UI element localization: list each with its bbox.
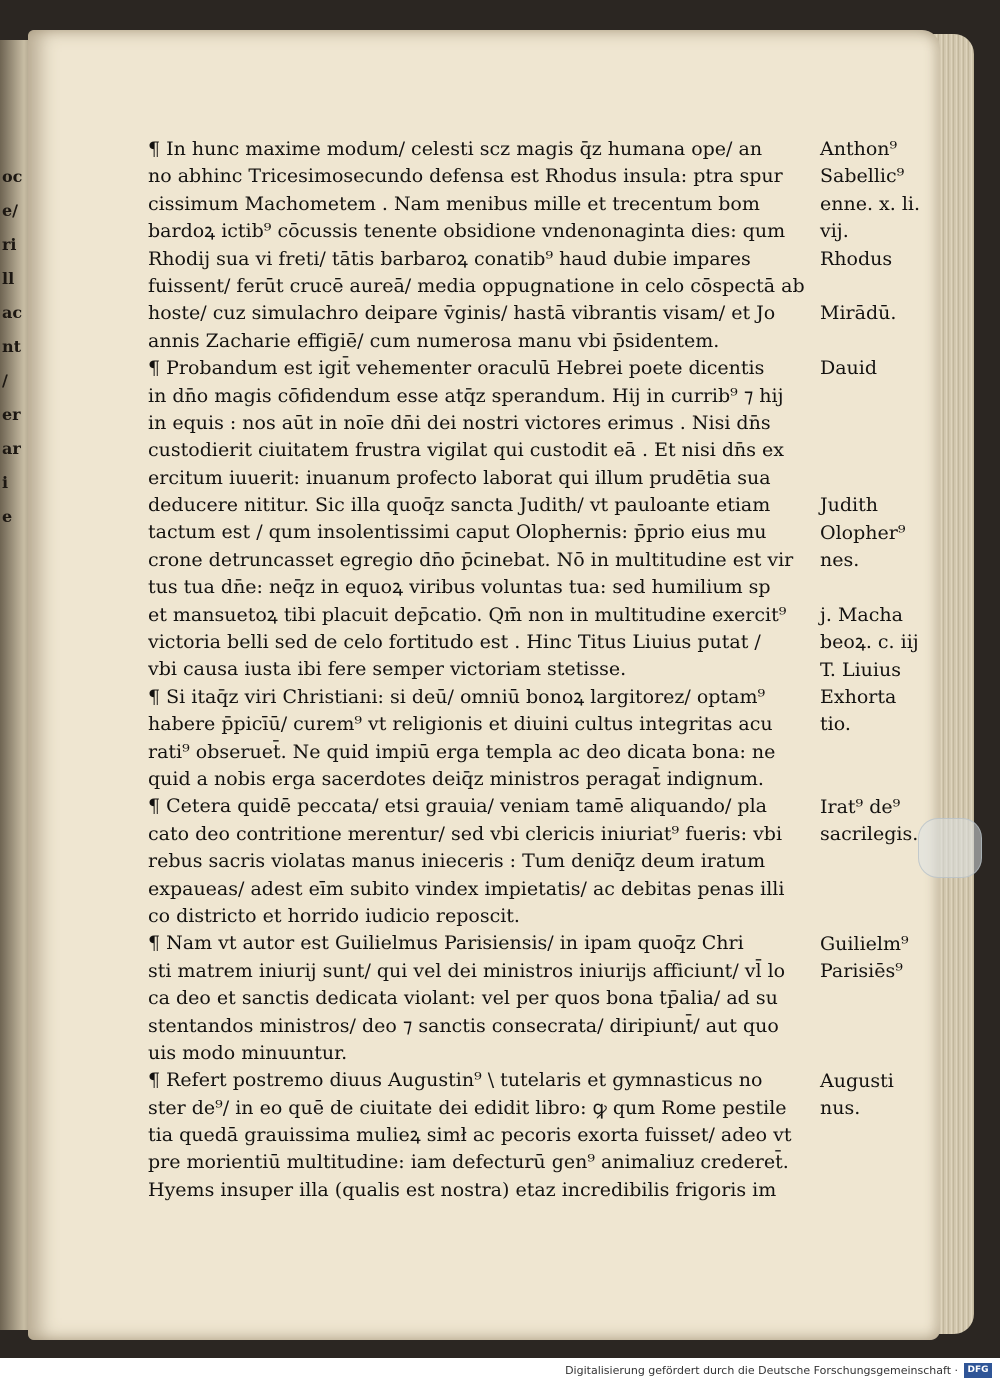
text-line: ¶ Refert postremo diuus Augustin⁹ \ tutelaris et gymnasticus no — [148, 1069, 763, 1092]
text-line: ¶ Cetera quidē peccata/ etsi grauia/ veniam tamē aliquando/ pla — [148, 795, 767, 818]
dfg-logo: DFG — [964, 1363, 992, 1378]
margin-note: Parisiēs⁹ — [820, 960, 903, 982]
left-page-fragment: e/ — [2, 201, 19, 220]
funding-credit: Digitalisierung gefördert durch die Deutsche Forschungsgemeinschaft · — [565, 1364, 958, 1377]
text-line: in equis : nos aūt in noīe dn̄i dei nostri victores erimus . Nisi dn̄s — [148, 411, 771, 434]
margin-note: j. Macha — [820, 603, 903, 626]
left-page-fragment: ar — [2, 439, 21, 458]
margin-note: Exhorta — [820, 686, 897, 708]
margin-note: beoꝝ. c. iij — [820, 631, 919, 654]
text-line: victoria belli sed de celo fortitudo est . Hinc Titus Liuius putat / — [148, 631, 761, 654]
text-line: tactum est / qum insolentissimi caput Olophernis: p̄prio eius mu — [148, 521, 767, 544]
left-page-fragment: nt — [2, 337, 22, 356]
text-line: pre morientiū multitudine: iam defecturū gen⁹ animaliuz crederet̄. — [148, 1151, 789, 1174]
margin-note: nus. — [820, 1097, 861, 1119]
margin-note: Guilielm⁹ — [820, 932, 909, 955]
margin-note: T. Liuius — [820, 658, 901, 681]
left-page-fragment: oc — [2, 167, 23, 186]
text-line: uis modo minuuntur. — [148, 1041, 348, 1064]
text-line: rebus sacris violatas manus inieceris : Tum deniq̄z deum iratum — [148, 850, 766, 873]
left-page-fragment: ri — [2, 235, 17, 254]
text-line: quid a nobis erga sacerdotes deiq̄z ministros peragat̄ indignum. — [148, 767, 764, 790]
text-line: Rhodij sua vi freti/ tātis barbaroꝝ conatib⁹ haud dubie impares — [148, 247, 751, 270]
margin-note: Augusti — [820, 1069, 894, 1092]
text-line: cato deo contritione merentur/ sed vbi clericis iniuriat⁹ fueris: vbi — [148, 822, 783, 845]
text-line: no abhinc Tricesimosecundo defensa est Rhodus insula: ptra spur — [148, 165, 783, 188]
text-line: ¶ In hunc maxime modum/ celesti scz magis q̄z humana ope/ an — [148, 138, 763, 160]
text-line: annis Zacharie effigiē/ cum numerosa manu vbi p̄sidentem. — [148, 329, 720, 352]
margin-note: Sabellic⁹ — [820, 165, 905, 188]
text-line: tus tua dn̄e: neq̄z in equoꝝ viribus voluntas tua: sed humilium sp — [148, 576, 771, 599]
text-line: expaueas/ adest eīm subito vindex impietatis/ ac debitas penas illi — [148, 877, 785, 900]
margin-note: nes. — [820, 549, 860, 571]
margin-note: Dauid — [820, 357, 878, 380]
text-line: in dn̄o magis cōfidendum esse atq̄z sperandum. Hij in currib⁹ ⁊ hij — [148, 384, 784, 407]
left-page-fragment: ll — [2, 269, 15, 288]
left-page-fragment: i — [2, 473, 9, 492]
text-line: rati⁹ obseruet̄. Ne quid impiū erga templa ac deo dicata bona: ne — [148, 740, 776, 763]
footer-bar — [0, 1358, 1000, 1384]
text-line: ¶ Nam vt autor est Guilielmus Parisiensis/ in ipam quoq̄z Chri — [148, 932, 744, 955]
left-page-fragment: ac — [2, 303, 23, 322]
left-page-fragment: e — [2, 507, 13, 526]
text-line: fuissent/ ferūt crucē aureā/ media oppugnatione in celo cōspectā ab — [148, 274, 805, 297]
text-line: bardoꝝ ictib⁹ cōcussis tenente obsidione vndenonaginta dies: qum — [148, 220, 786, 243]
main-text-block — [148, 136, 813, 1204]
text-line: stentandos ministros/ deo ⁊ sanctis consecrata/ diripiunt̄/ aut quo — [148, 1014, 779, 1037]
margin-note: enne. x. li. — [820, 192, 921, 215]
margin-note: tio. — [820, 713, 851, 736]
margin-note: Olopher⁹ — [820, 521, 906, 544]
margin-note: Judith — [820, 494, 878, 517]
margin-note: Mirādū. — [820, 302, 897, 325]
text-line: habere p̄picīū/ curem⁹ vt religionis et diuini cultus integritas acu — [148, 713, 773, 736]
margin-note: Rhodus — [820, 247, 893, 270]
text-line: deducere nititur. Sic illa quoq̄z sancta Judith/ vt pauloante etiam — [148, 494, 771, 517]
text-line: ¶ Probandum est igit̄ vehementer oraculū Hebrei poete dicentis — [148, 357, 765, 380]
margin-note: sacrilegis. — [820, 823, 919, 845]
text-line: et mansuetoꝝ tibi placuit dep̄catio. Qm̄ non in multitudine exercit⁹ — [148, 603, 787, 626]
text-line: crone detruncasset egregio dn̄o p̄cinebat. Nō in multitudine est vir — [148, 548, 794, 571]
text-line: hoste/ cuz simulachro deipare v̄ginis/ hastā vibrantis visam/ et Jo — [148, 302, 776, 325]
text-line: ca deo et sanctis dedicata violant: vel per quos bona tp̄alia/ ad su — [148, 987, 778, 1010]
text-line: co districto et horrido iudicio reposcit. — [148, 904, 520, 927]
page-clip — [918, 818, 982, 878]
text-line: sti matrem iniurij sunt/ qui vel dei ministros iniurijs afficiunt/ vl̄ lo — [148, 959, 786, 982]
margin-note: vij. — [820, 220, 849, 243]
left-page-fragment: er — [2, 405, 21, 424]
text-line: vbi causa iusta ibi fere semper victoriam stetisse. — [148, 658, 627, 681]
text-line: custodierit ciuitatem frustra vigilat qui custodit eā . Et nisi dn̄s ex — [148, 439, 784, 462]
text-line: tia quedā grauissima mulieꝝ simł ac pecoris exorta fuisset/ adeo vt — [148, 1124, 792, 1147]
margin-note: Irat⁹ de⁹ — [820, 795, 901, 818]
text-line: cissimum Machometem . Nam menibus mille et trecentum bom — [148, 192, 760, 215]
text-line: ercitum iuuerit: inuanum profecto laborat qui illum prudētia sua — [148, 466, 771, 489]
text-line: ster de⁹/ in eo quē de ciuitate dei edidit libro: ꝙ qum Rome pestile — [148, 1096, 787, 1119]
text-line: ¶ Si itaq̄z viri Christiani: si deū/ omniū bonoꝝ largitorez/ optam⁹ — [148, 685, 766, 708]
margin-note: Anthon⁹ — [820, 138, 898, 160]
text-line: Hyems insuper illa (qualis est nostra) etaz incredibilis frigoris im — [148, 1178, 777, 1201]
left-page-fragment: / — [2, 371, 8, 390]
